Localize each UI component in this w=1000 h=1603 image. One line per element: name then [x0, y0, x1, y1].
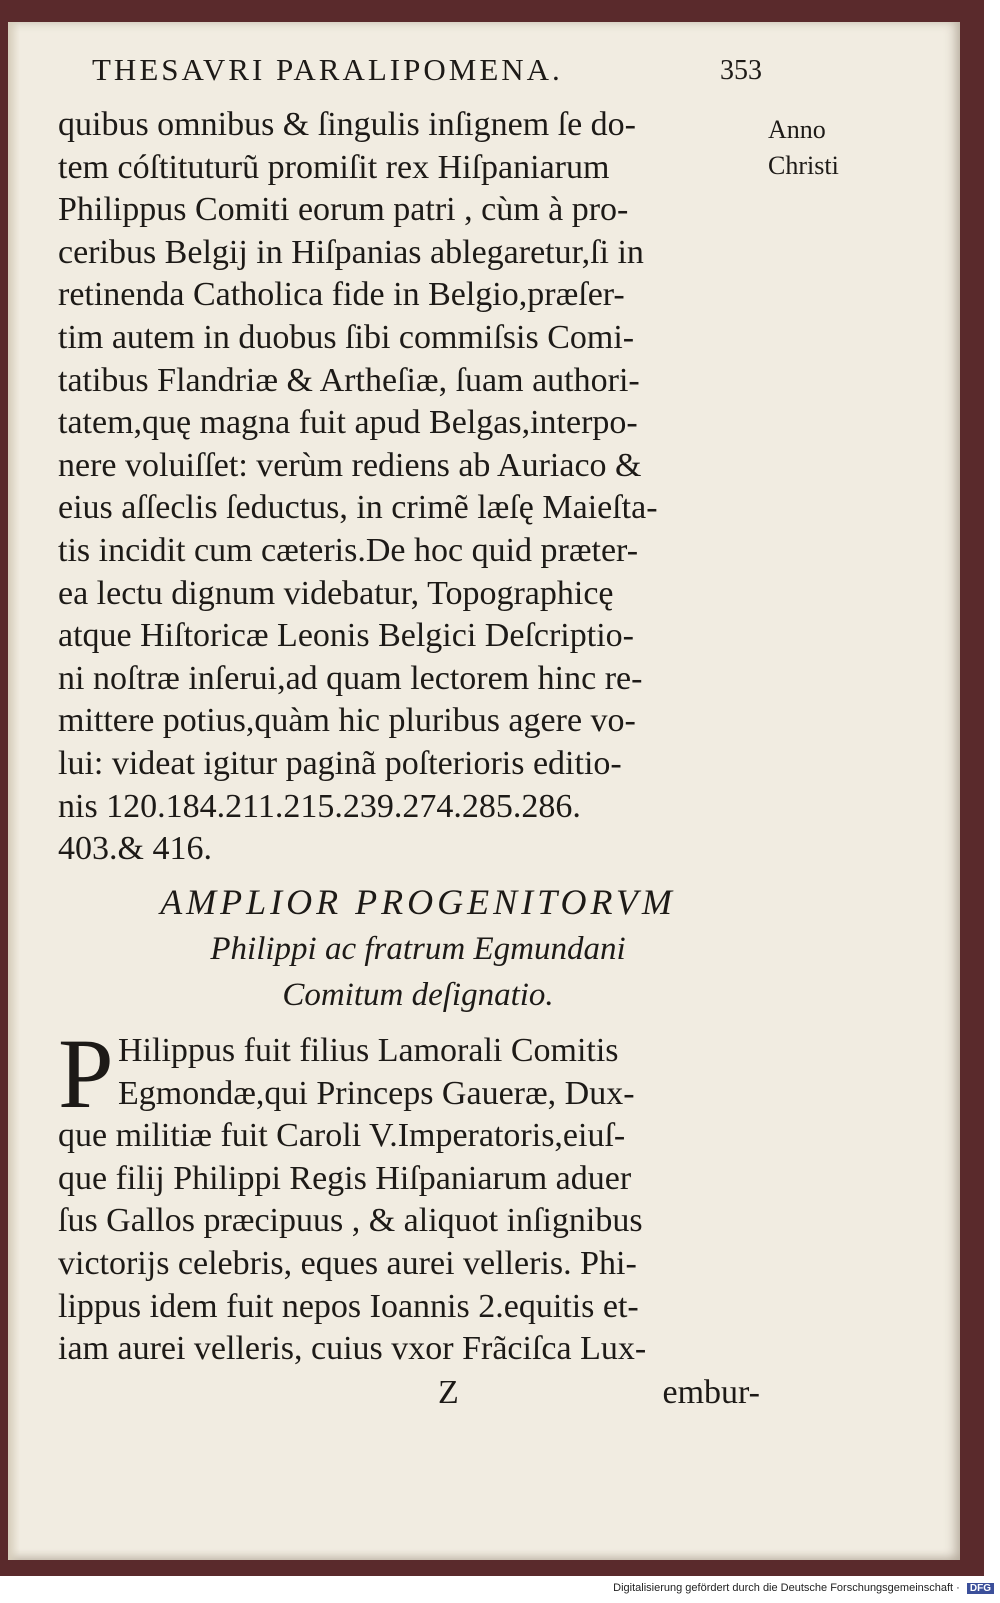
text-line: que filij Philippi Regis Hiſpaniarum aduer	[58, 1159, 632, 1197]
signature-mark: Z	[438, 1374, 459, 1411]
text-line: iam aurei velleris, cuius vxor Frãciſca Lux-	[58, 1330, 647, 1368]
text-line: Hilippus fuit filius Lamorali Comitis	[118, 1032, 619, 1069]
margin-note-line: Anno	[768, 115, 826, 144]
text-line: tim autem in duobus ſibi commiſsis Comi-	[58, 318, 635, 356]
text-line: atque Hiſtoricæ Leonis Belgici Deſcriptio-	[58, 617, 634, 655]
text-line: ni noſtræ inſerui,ad quam lectorem hinc re-	[58, 659, 643, 697]
text-line: ea lectu dignum videbatur, Topographicę	[58, 574, 614, 612]
text-line: que militiæ fuit Caroli V.Imperatoris,eiuſ-	[58, 1117, 626, 1155]
text-line: nis 120.184.211.215.239.274.285.286.	[58, 787, 581, 825]
text-line: lippus idem fuit nepos Ioannis 2.equitis et-	[58, 1287, 639, 1325]
section-heading	[58, 878, 778, 1018]
text-line: Philippus Comiti eorum patri , cùm à pro-	[58, 191, 629, 229]
text-line: ceribus Belgij in Hiſpanias ablegaretur,ſi in	[58, 233, 644, 271]
text-line: tis incidit cum cæteris.De hoc quid præter-	[58, 531, 639, 569]
margin-note-line: Christi	[768, 151, 839, 180]
text-line: nere voluiſſet: verùm rediens ab Auriaco &	[58, 446, 642, 484]
paragraph-2	[58, 1018, 778, 1371]
heading-line-3: Comitum deſignatio.	[282, 977, 554, 1013]
text-line: tem cóſtituturũ promiſit rex Hiſpaniarum	[58, 148, 610, 186]
text-line: eius aſſeclis ſeductus, in crimẽ læſę Maieſta-	[58, 489, 658, 527]
page-gutter-shadow	[8, 22, 20, 1560]
text-line: ſus Gallos præcipuus , & aliquot inſignibus	[58, 1202, 643, 1240]
heading-line-1: AMPLIOR PROGENITORVM	[160, 882, 676, 922]
page-number: 353	[720, 55, 762, 86]
paragraph-1	[58, 104, 778, 871]
running-head: THESAVRI PARALIPOMENA.	[92, 52, 563, 87]
margin-note	[768, 112, 839, 184]
text-line: 403.& 416.	[58, 830, 212, 868]
digitization-credit	[613, 1582, 994, 1594]
text-line: Egmondæ,qui Princeps Gaueræ, Dux-	[118, 1074, 635, 1112]
text-line: retinenda Catholica fide in Belgio,præſer-	[58, 276, 625, 314]
text-line: tatibus Flandriæ & Artheſiæ, ſuam authori-	[58, 361, 640, 399]
text-line: quibus omnibus & ſingulis inſignem ſe do-	[58, 106, 636, 143]
credit-text: Digitalisierung gefördert durch die Deutsche Forschungsgemeinschaft ·	[613, 1582, 960, 1594]
text-line: lui: videat igitur paginã poſterioris editio-	[58, 744, 622, 782]
dfg-logo: DFG	[967, 1583, 994, 1594]
drop-cap: P	[58, 1018, 114, 1129]
text-line: tatem,quę magna fuit apud Belgas,interpo-	[58, 404, 638, 442]
heading-line-2: Philippi ac fratrum Egmundani	[210, 931, 626, 967]
catchword: embur-	[662, 1374, 760, 1411]
catchword-row	[58, 1374, 778, 1418]
text-line: victorijs celebris, eques aurei velleris. Phi-	[58, 1244, 637, 1282]
text-line: mittere potius,quàm hic pluribus agere vo-	[58, 702, 636, 740]
